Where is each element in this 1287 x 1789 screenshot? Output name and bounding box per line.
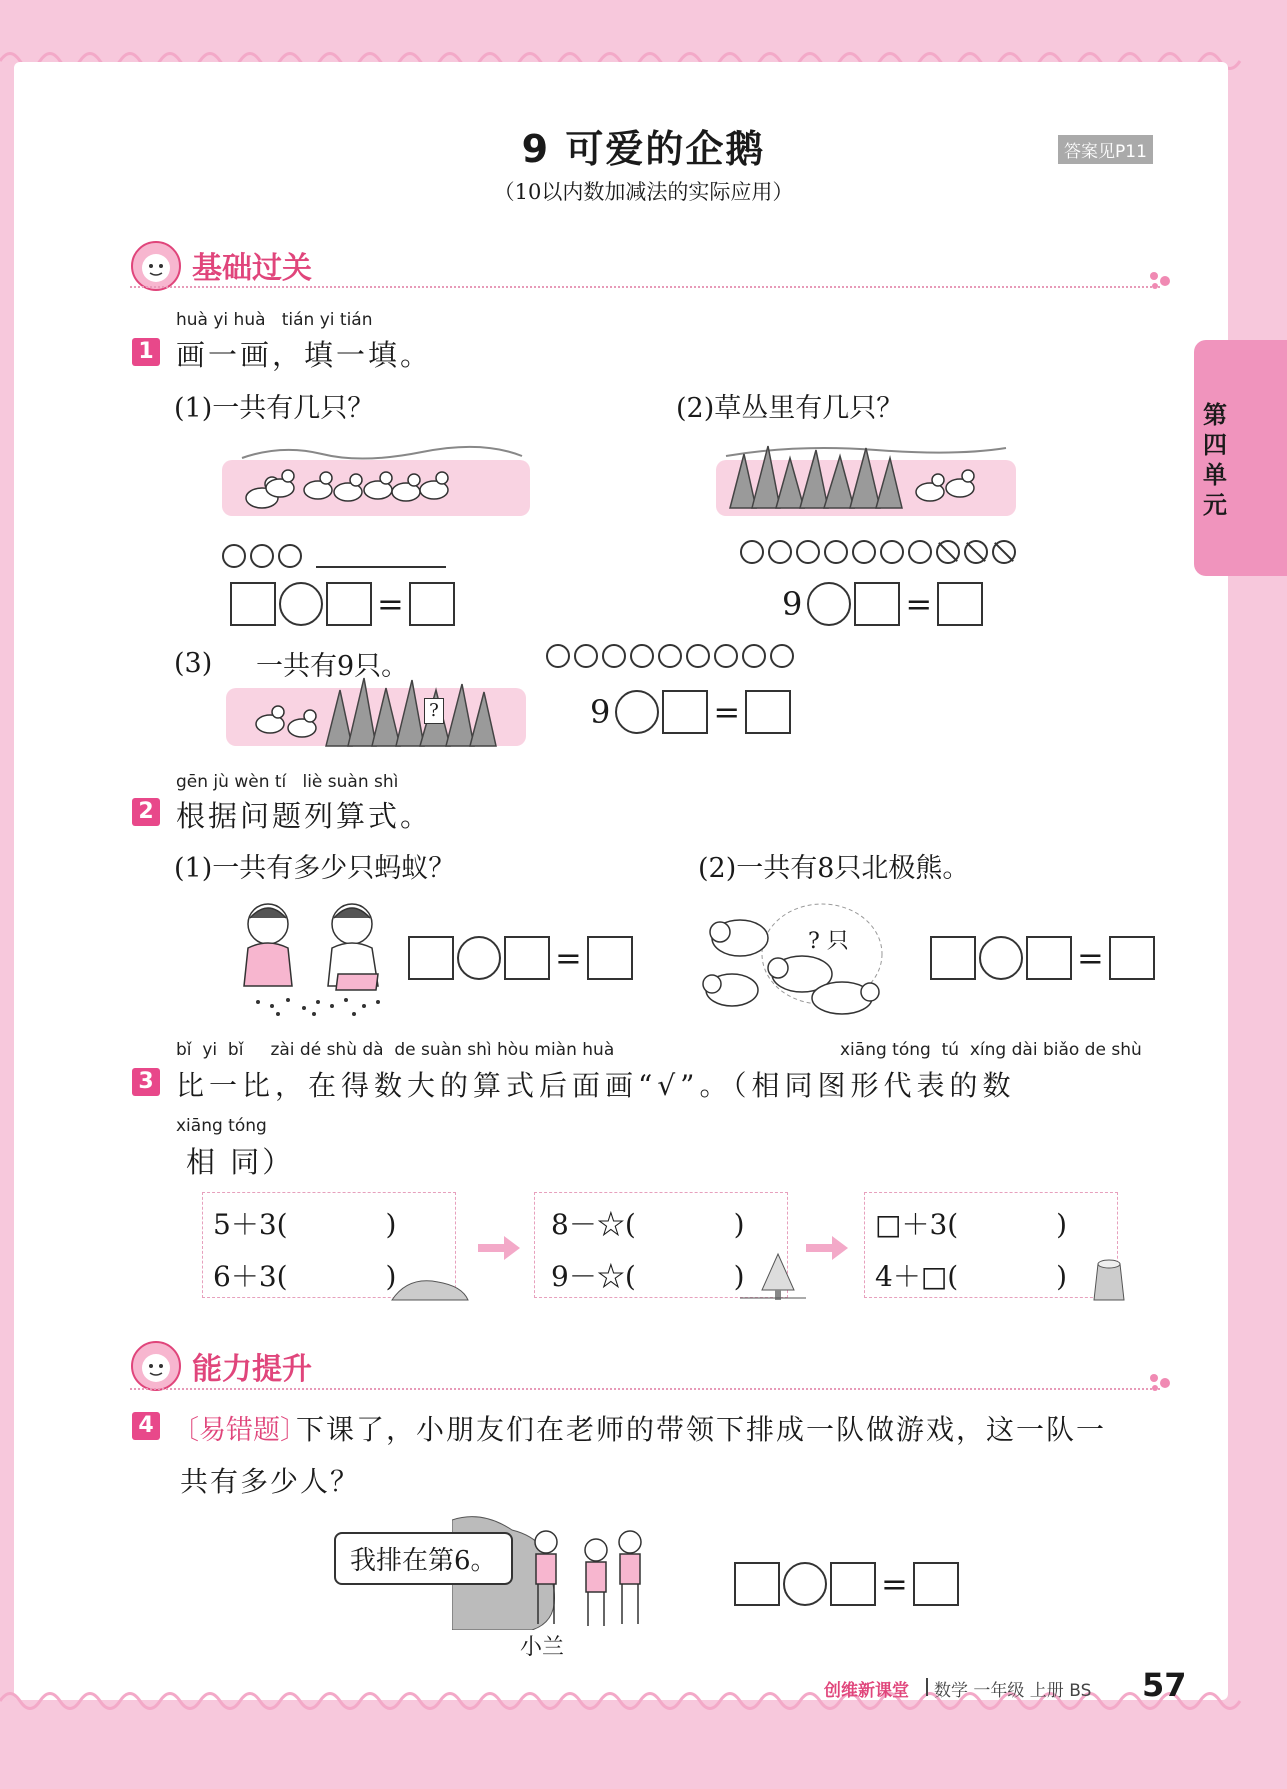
compare-expression[interactable]: 9－☆( ) xyxy=(551,1260,745,1293)
circle-mark xyxy=(278,544,302,568)
q2-part2-equation xyxy=(930,936,1155,980)
circle-mark xyxy=(602,644,626,668)
decor-dots-icon xyxy=(1148,270,1172,290)
answer-box[interactable] xyxy=(930,936,976,980)
footer-divider xyxy=(926,1678,928,1696)
circle-mark xyxy=(770,644,794,668)
answer-box[interactable] xyxy=(937,582,983,626)
compare-expression[interactable]: □＋3( ) xyxy=(875,1208,1068,1241)
q1-part3-prompt: 一共有9只。 xyxy=(256,651,409,682)
drawing-blank[interactable] xyxy=(316,546,446,568)
q2-pinyin: gēn jù wèn tí liè suàn shì xyxy=(176,772,399,792)
q3-pinyin-c: xiāng tóng xyxy=(176,1116,267,1136)
circle-mark xyxy=(630,644,654,668)
circle-mark xyxy=(714,644,738,668)
operator-circle[interactable] xyxy=(279,582,323,626)
answer-box[interactable] xyxy=(326,582,372,626)
circle-mark xyxy=(686,644,710,668)
answer-box[interactable] xyxy=(745,690,791,734)
hidden-bears-label: ? 只 xyxy=(808,929,849,954)
q1-part1-circles xyxy=(222,544,446,568)
mascot-icon xyxy=(128,240,184,292)
ducks-illustration xyxy=(222,440,530,522)
answer-box[interactable] xyxy=(854,582,900,626)
q1-number: 1 xyxy=(132,338,160,366)
footer-book-info: 数学 一年级 上册 BS xyxy=(934,1681,1092,1701)
circle-mark xyxy=(658,644,682,668)
wavy-border-bottom xyxy=(0,1686,1287,1716)
answer-box[interactable] xyxy=(230,582,276,626)
equals-sign: = xyxy=(377,585,404,623)
circle-mark xyxy=(852,540,876,564)
speech-bubble: 我排在第6。 xyxy=(334,1532,513,1585)
answer-box[interactable] xyxy=(734,1562,780,1606)
footer-brand: 创维新课堂 xyxy=(824,1681,909,1701)
q1-part3-circles xyxy=(546,644,798,668)
children-ants-illustration xyxy=(218,894,404,1020)
q4-equation xyxy=(734,1562,959,1606)
circle-mark xyxy=(250,544,274,568)
q2-part1-equation xyxy=(408,936,633,980)
section-advanced-heading: 能力提升 xyxy=(192,1352,312,1387)
children-line-illustration xyxy=(526,1528,650,1632)
answer-box[interactable] xyxy=(1109,936,1155,980)
circle-mark xyxy=(222,544,246,568)
decor-dots-icon xyxy=(1148,1372,1172,1392)
q4-instruction: 下课了，小朋友们在老师的带领下排成一队做游戏，这一队一 xyxy=(296,1413,1107,1446)
hidden-count-marker: ? xyxy=(424,698,444,724)
q1-part1-prompt: (1)一共有几只？ xyxy=(174,393,375,424)
q3-pinyin-b: xiāng tóng tú xíng dài biǎo de shù xyxy=(840,1040,1142,1060)
crossed-circle-mark xyxy=(964,540,988,564)
rock-decor-icon xyxy=(388,1272,472,1302)
q4-error-prone-tag: 〔易错题〕 xyxy=(172,1415,307,1446)
equals-sign: = xyxy=(555,939,582,977)
tree-decor-icon xyxy=(738,1250,808,1302)
answer-reference: 答案见P11 xyxy=(1058,135,1153,164)
operator-circle[interactable] xyxy=(783,1562,827,1606)
answer-box[interactable] xyxy=(913,1562,959,1606)
polar-bears-illustration xyxy=(692,894,922,1022)
compare-expression[interactable]: 4＋□( ) xyxy=(875,1260,1068,1293)
circle-mark xyxy=(546,644,570,668)
answer-box[interactable] xyxy=(504,936,550,980)
circle-mark xyxy=(908,540,932,564)
equals-sign: = xyxy=(713,693,741,731)
stump-decor-icon xyxy=(1080,1256,1136,1302)
page-number: 57 xyxy=(1142,1666,1187,1704)
crossed-circle-mark xyxy=(936,540,960,564)
operator-circle[interactable] xyxy=(615,690,659,734)
answer-box[interactable] xyxy=(408,936,454,980)
q1-part1-equation xyxy=(230,582,455,626)
circle-mark xyxy=(768,540,792,564)
grass-ducks-illustration xyxy=(716,436,1016,524)
q4-number: 4 xyxy=(132,1412,160,1440)
student-name-label: 小兰 xyxy=(520,1635,565,1660)
q2-instruction: 根据问题列算式。 xyxy=(176,799,433,833)
answer-box[interactable] xyxy=(662,690,708,734)
page-title: 9 可爱的企鹅 xyxy=(521,127,766,171)
arrow-right-icon xyxy=(806,1236,848,1260)
grass-hidden-ducks-illustration xyxy=(226,670,526,754)
q3-pinyin-a: bǐ yi bǐ zài dé shù dà de suàn shì hòu miàn huà xyxy=(176,1040,615,1060)
q3-instruction-cont: 相 同） xyxy=(186,1145,295,1179)
answer-box[interactable] xyxy=(1026,936,1072,980)
equation-prefix: 9 xyxy=(590,693,611,731)
compare-expression[interactable]: 8－☆( ) xyxy=(551,1208,745,1241)
q1-part2-equation xyxy=(780,582,983,626)
q2-part2-prompt: (2)一共有8只北极熊。 xyxy=(698,853,970,884)
page-subtitle: （10以内数加减法的实际应用） xyxy=(493,180,794,204)
answer-box[interactable] xyxy=(830,1562,876,1606)
q4-instruction-cont: 共有多少人？ xyxy=(180,1465,361,1498)
q1-part3-equation xyxy=(588,690,791,734)
operator-circle[interactable] xyxy=(979,936,1023,980)
compare-expression[interactable]: 5＋3( ) xyxy=(213,1208,397,1241)
q1-instruction: 画一画，填一填。 xyxy=(176,338,433,372)
circle-mark xyxy=(880,540,904,564)
q1-pinyin: huà yi huà tián yi tián xyxy=(176,310,373,330)
equals-sign: = xyxy=(1077,939,1104,977)
equals-sign: = xyxy=(905,585,933,623)
circle-mark xyxy=(742,644,766,668)
q1-part2-prompt: (2)草丛里有几只？ xyxy=(676,393,904,424)
operator-circle[interactable] xyxy=(807,582,851,626)
q2-part1-prompt: (1)一共有多少只蚂蚁？ xyxy=(174,853,456,884)
arrow-right-icon xyxy=(478,1236,520,1260)
section-basic-heading: 基础过关 xyxy=(192,251,312,286)
mascot-icon xyxy=(128,1340,184,1392)
section-divider xyxy=(130,1388,1160,1390)
q1-part2-circles xyxy=(740,540,1020,564)
q2-number: 2 xyxy=(132,798,160,826)
equation-prefix: 9 xyxy=(782,585,803,623)
circle-mark xyxy=(796,540,820,564)
answer-box[interactable] xyxy=(409,582,455,626)
unit-tab-label: 第四单元 xyxy=(1203,401,1227,519)
q3-instruction: 比一比，在得数大的算式后面画“√”。（相同图形代表的数 xyxy=(176,1069,1016,1102)
answer-box[interactable] xyxy=(587,936,633,980)
operator-circle[interactable] xyxy=(457,936,501,980)
compare-expression[interactable]: 6＋3( ) xyxy=(213,1260,397,1293)
circle-mark xyxy=(824,540,848,564)
q1-part3-number: (3) xyxy=(174,648,213,679)
crossed-circle-mark xyxy=(992,540,1016,564)
circle-mark xyxy=(740,540,764,564)
circle-mark xyxy=(574,644,598,668)
q3-number: 3 xyxy=(132,1068,160,1096)
section-divider xyxy=(130,286,1160,288)
equals-sign: = xyxy=(881,1565,908,1603)
